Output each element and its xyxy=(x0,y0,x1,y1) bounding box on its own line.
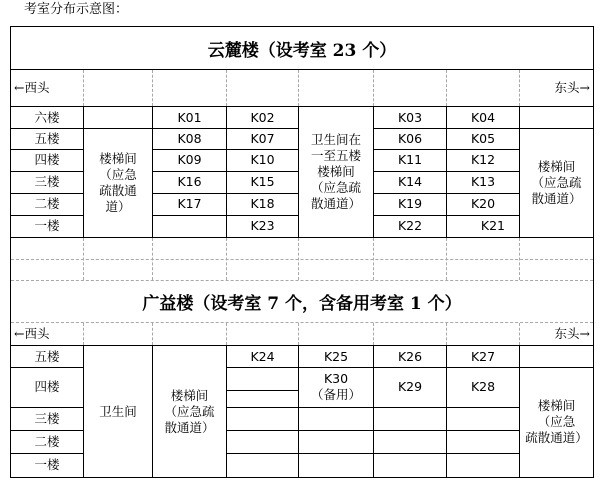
room-cell: K08 xyxy=(177,130,202,146)
room-cell: K14 xyxy=(397,174,423,189)
b1-floor-1: 一楼 xyxy=(34,218,60,233)
b1-stairwell-east: 楼梯间 （应急疏 散通道） xyxy=(531,158,582,206)
b2-stairwell-east: 楼梯间 （应急 疏散通道） xyxy=(525,398,588,445)
room-cell: K13 xyxy=(470,174,496,189)
room-cell: K06 xyxy=(397,130,423,146)
room-cell xyxy=(153,215,226,237)
figure-caption: 考室分布示意图： xyxy=(24,2,129,17)
room-cell: K04 xyxy=(470,109,496,125)
b2-floor-5: 五楼 xyxy=(34,348,60,364)
b1-floor-6: 六楼 xyxy=(34,109,60,125)
room-cell: K01 xyxy=(177,109,202,125)
room-cell: K03 xyxy=(397,109,423,125)
room-cell: K05 xyxy=(470,130,496,146)
exam-room-layout-table xyxy=(10,26,594,478)
room-cell-k30: K30 （备用） xyxy=(310,371,361,402)
room-cell: K12 xyxy=(470,152,496,167)
b1-floor-2: 二楼 xyxy=(34,196,60,211)
b2-toilet: 卫生间 xyxy=(99,403,137,419)
room-cell: K02 xyxy=(250,109,275,125)
b2-floor-3: 三楼 xyxy=(34,410,60,426)
room-cell: K24 xyxy=(250,348,275,364)
room-cell: K18 xyxy=(250,196,275,211)
building2-title: 广益楼（设考室 7 个，含备用考室 1 个） xyxy=(142,294,462,314)
b1-floor-3: 三楼 xyxy=(34,174,60,189)
b1-floor-4: 四楼 xyxy=(34,152,60,167)
room-cell: K28 xyxy=(470,379,496,394)
room-cell: K25 xyxy=(323,348,349,364)
room-cell: K11 xyxy=(397,152,423,167)
b1-floor-5: 五楼 xyxy=(34,130,60,146)
room-cell: K20 xyxy=(470,196,496,211)
building2-west-label: ←西头 xyxy=(14,326,50,341)
b1-toilet-note: 卫生间在 一至五楼 楼梯间 （应急疏 散通道） xyxy=(310,132,361,211)
room-cell: K19 xyxy=(397,196,423,211)
building1-title: 云麓楼（设考室 23 个） xyxy=(207,40,397,61)
building1-west-label: ←西头 xyxy=(14,80,50,95)
room-cell: K15 xyxy=(250,174,275,189)
building2-east-label: 东头→ xyxy=(554,326,590,341)
room-cell: K22 xyxy=(397,218,423,233)
b2-stairwell-west: 楼梯间 （应急疏 散通道） xyxy=(164,387,215,435)
b2-floor-4: 四楼 xyxy=(34,379,60,394)
room-cell: K29 xyxy=(397,379,423,394)
room-cell: K17 xyxy=(177,196,202,211)
building1-east-label: 东头→ xyxy=(554,80,590,95)
room-cell: K16 xyxy=(177,174,202,189)
room-cell: K07 xyxy=(250,130,275,146)
room-cell: K09 xyxy=(177,152,202,167)
room-cell: K23 xyxy=(250,218,275,233)
b2-floor-2: 二楼 xyxy=(34,433,60,449)
room-cell: K26 xyxy=(397,348,423,364)
b2-floor-1: 一楼 xyxy=(34,457,60,472)
room-cell: K21 xyxy=(480,218,505,233)
room-cell: K27 xyxy=(470,348,496,364)
b1-stairwell-west: 楼梯间 （应急 疏散通 道） xyxy=(99,150,137,214)
room-cell: K10 xyxy=(250,152,275,167)
